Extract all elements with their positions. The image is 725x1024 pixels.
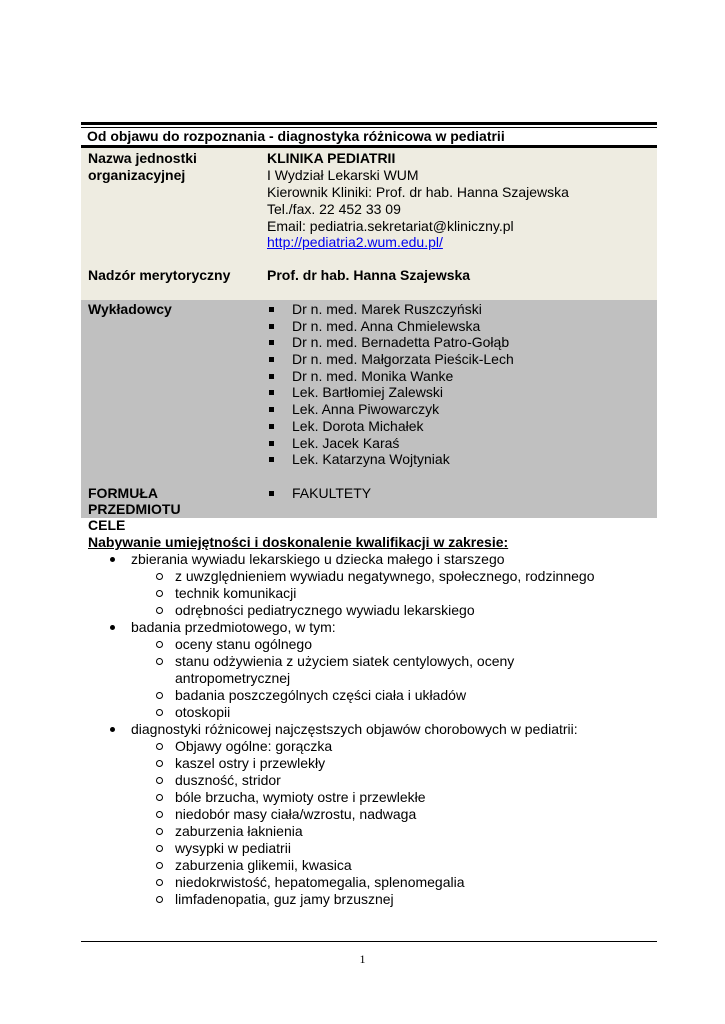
bullet-circle-icon: [156, 760, 163, 767]
list-item: badania poszczególnych części ciała i układów: [88, 687, 657, 704]
bullet-circle-icon: [156, 709, 163, 716]
lecturer-item: Lek. Dorota Michałek: [267, 418, 514, 435]
bullet-dot-icon: [110, 727, 115, 732]
goals-section: [88, 517, 657, 908]
goals-heading: CELE: [88, 517, 126, 533]
list-item: z uwzględnieniem wywiadu negatywnego, społecznego, rodzinnego: [88, 568, 657, 585]
lecturer-item: Lek. Jacek Karaś: [267, 435, 514, 452]
footer-rule: [81, 941, 657, 942]
bullet-circle-icon: [156, 658, 163, 665]
square-bullet-icon: [269, 324, 274, 329]
list-item: badania przedmiotowego, w tym:: [88, 619, 657, 636]
bullet-dot-icon: [110, 557, 115, 562]
list-item: stanu odżywienia z użyciem siatek centylowych, oceny: [88, 653, 657, 670]
formula-item: FAKULTETY: [267, 485, 371, 502]
list-item: kaszel ostry i przewlekły: [88, 755, 657, 772]
square-bullet-icon: [269, 457, 274, 462]
list-item: technik komunikacji: [88, 585, 657, 602]
list-item: limfadenopatia, guz jamy brzusznej: [88, 891, 657, 908]
list-item: wysypki w pediatrii: [88, 840, 657, 857]
lecturer-item: Dr n. med. Monika Wanke: [267, 368, 514, 385]
list-item: odrębności pediatrycznego wywiadu lekarskiego: [88, 602, 657, 619]
list-item: diagnostyki różnicowej najczęstszych objawów chorobowych w pediatrii:: [88, 721, 657, 738]
bullet-circle-icon: [156, 896, 163, 903]
lecturers-list: [267, 301, 514, 468]
square-bullet-icon: [269, 491, 274, 496]
bullet-circle-icon: [156, 692, 163, 699]
document-title: Od objawu do rozpoznania - diagnostyka różnicowa w pediatrii: [87, 128, 505, 144]
lecturer-item: Lek. Anna Piwowarczyk: [267, 401, 514, 418]
lecturer-item: Dr n. med. Bernadetta Patro-Gołąb: [267, 334, 514, 351]
goals-subheading: Nabywanie umiejętności i doskonalenie kwalifikacji w zakresie:: [88, 534, 509, 550]
unit-email: Email: pediatria.sekretariat@kliniczny.pl: [267, 218, 514, 234]
unit-head: Kierownik Kliniki: Prof. dr hab. Hanna Szajewska: [267, 184, 569, 200]
square-bullet-icon: [269, 374, 274, 379]
bullet-circle-icon: [156, 641, 163, 648]
square-bullet-icon: [269, 340, 274, 345]
list-item: Objawy ogólne: gorączka: [88, 738, 657, 755]
list-item: zaburzenia łaknienia: [88, 823, 657, 840]
bullet-circle-icon: [156, 811, 163, 818]
bullet-circle-icon: [156, 794, 163, 801]
bullet-circle-icon: [156, 573, 163, 580]
square-bullet-icon: [269, 357, 274, 362]
formula-label-line1: FORMUŁA: [88, 485, 158, 501]
list-item: oceny stanu ogólnego: [88, 636, 657, 653]
square-bullet-icon: [269, 390, 274, 395]
list-item: niedokrwistość, hepatomegalia, splenomegalia: [88, 874, 657, 891]
list-item-continuation: antropometrycznej: [175, 670, 291, 686]
list-item: duszność, stridor: [88, 772, 657, 789]
bullet-circle-icon: [156, 828, 163, 835]
top-rule-thick: [81, 122, 657, 125]
unit-website-link[interactable]: http://pediatria2.wum.edu.pl/: [267, 234, 443, 250]
lecturer-item: Dr n. med. Marek Ruszczyński: [267, 301, 514, 318]
bullet-dot-icon: [110, 625, 115, 630]
square-bullet-icon: [269, 307, 274, 312]
bullet-circle-icon: [156, 607, 163, 614]
bullet-circle-icon: [156, 743, 163, 750]
unit-phone: Tel./fax. 22 452 33 09: [267, 201, 401, 217]
lecturer-item: Dr n. med. Anna Chmielewska: [267, 318, 514, 335]
unit-label-line2: organizacyjnej: [88, 167, 186, 183]
lecturers-label: Wykładowcy: [88, 301, 172, 317]
supervision-label: Nadzór merytoryczny: [88, 267, 231, 283]
unit-faculty: I Wydział Lekarski WUM: [267, 167, 419, 183]
unit-label-line1: Nazwa jednostki: [88, 150, 197, 166]
bullet-circle-icon: [156, 777, 163, 784]
unit-name: KLINIKA PEDIATRII: [267, 150, 396, 166]
bullet-circle-icon: [156, 590, 163, 597]
lecturer-item: Lek. Bartłomiej Zalewski: [267, 384, 514, 401]
lecturer-item: Dr n. med. Małgorzata Pieścik-Lech: [267, 351, 514, 368]
list-item: bóle brzucha, wymioty ostre i przewlekłe: [88, 789, 657, 806]
formula-label-line2: PRZEDMIOTU: [88, 501, 181, 517]
square-bullet-icon: [269, 407, 274, 412]
list-item: zbierania wywiadu lekarskiego u dziecka małego i starszego: [88, 551, 657, 568]
page-number: 1: [359, 952, 366, 966]
bullet-circle-icon: [156, 879, 163, 886]
lecturer-item: Lek. Katarzyna Wojtyniak: [267, 451, 514, 468]
bullet-circle-icon: [156, 862, 163, 869]
formula-list: [267, 485, 371, 502]
list-item: otoskopii: [88, 704, 657, 721]
bullet-circle-icon: [156, 845, 163, 852]
list-item: zaburzenia glikemii, kwasica: [88, 857, 657, 874]
list-item: niedobór masy ciała/wzrostu, nadwaga: [88, 806, 657, 823]
supervision-value: Prof. dr hab. Hanna Szajewska: [267, 267, 471, 283]
square-bullet-icon: [269, 441, 274, 446]
square-bullet-icon: [269, 424, 274, 429]
